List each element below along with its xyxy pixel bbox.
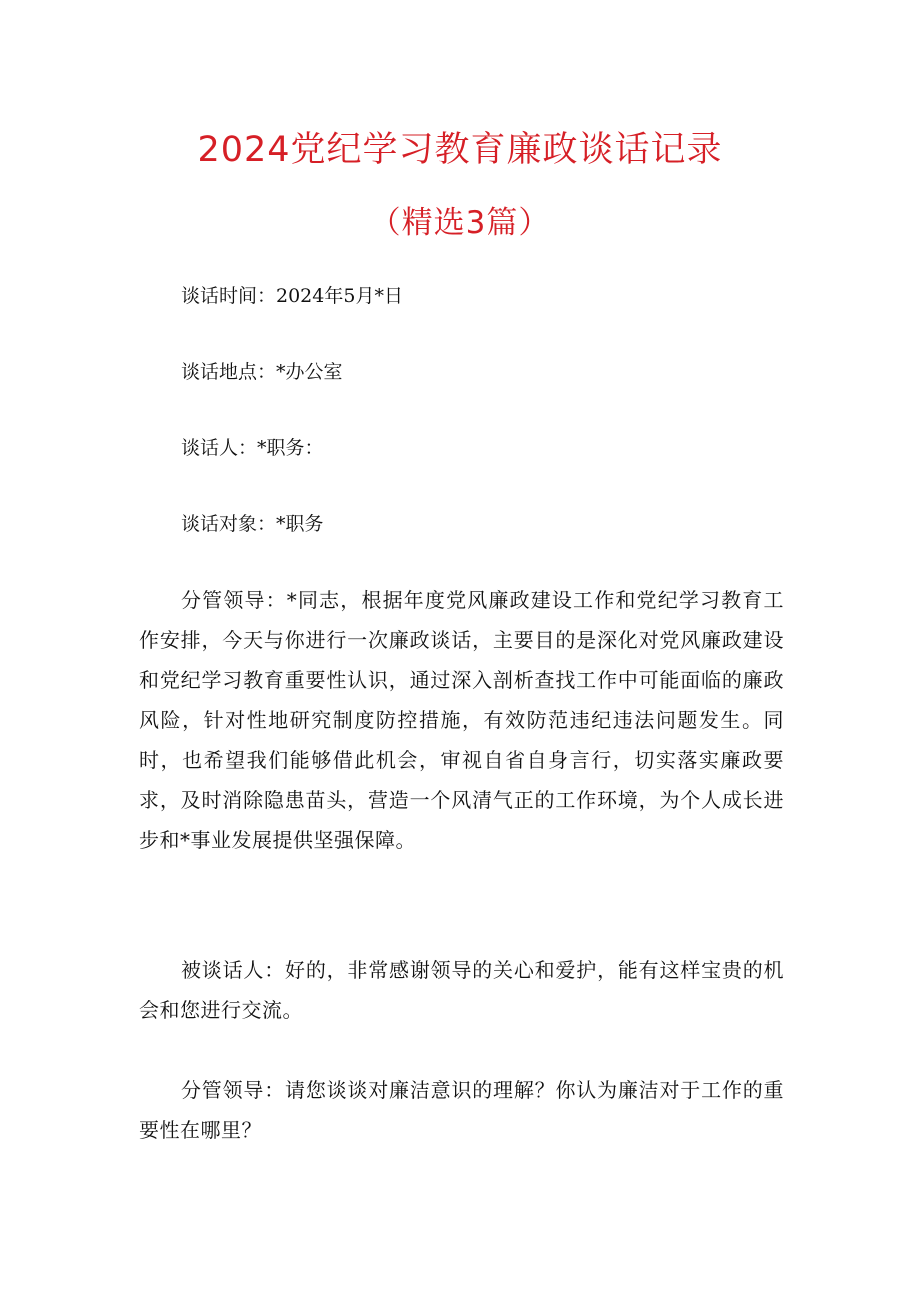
talk-person: 谈话人：*职务：: [181, 437, 324, 459]
talk-subject: 谈话对象：*职务: [181, 513, 324, 535]
talk-location: 谈话地点：*办公室: [181, 361, 343, 383]
talk-time: 谈话时间：2024年5月*日: [181, 285, 403, 307]
document-subtitle: （精选3篇）: [369, 205, 551, 241]
paragraph-response: 被谈话人：好的，非常感谢领导的关心和爱护，能有这样宝贵的机会和您进行交流。: [139, 958, 784, 1022]
paragraph-leader-opening: 分管领导：*同志，根据年度党风廉政建设工作和党纪学习教育工作安排，今天与你进行一次廉政谈话，主要目的是深化对党风廉政建设和党纪学习教育重要性认识，通过深入剖析查找工作中可能面临的廉政风险，针对性地研究制度防控措施，有效防范违纪违法问题发生。同时，也希望我们能够借此机会，审视自省自身言行，切实落实廉政要求，及时消除隐患苗头，营造一个风清气正的工作环境，为个人成长进步和*事业发展提供坚强保障。: [139, 588, 784, 852]
paragraph-leader-question: 分管领导：请您谈谈对廉洁意识的理解？你认为廉洁对于工作的重要性在哪里？: [139, 1078, 784, 1142]
document-title: 2024党纪学习教育廉政谈话记录: [197, 130, 723, 170]
